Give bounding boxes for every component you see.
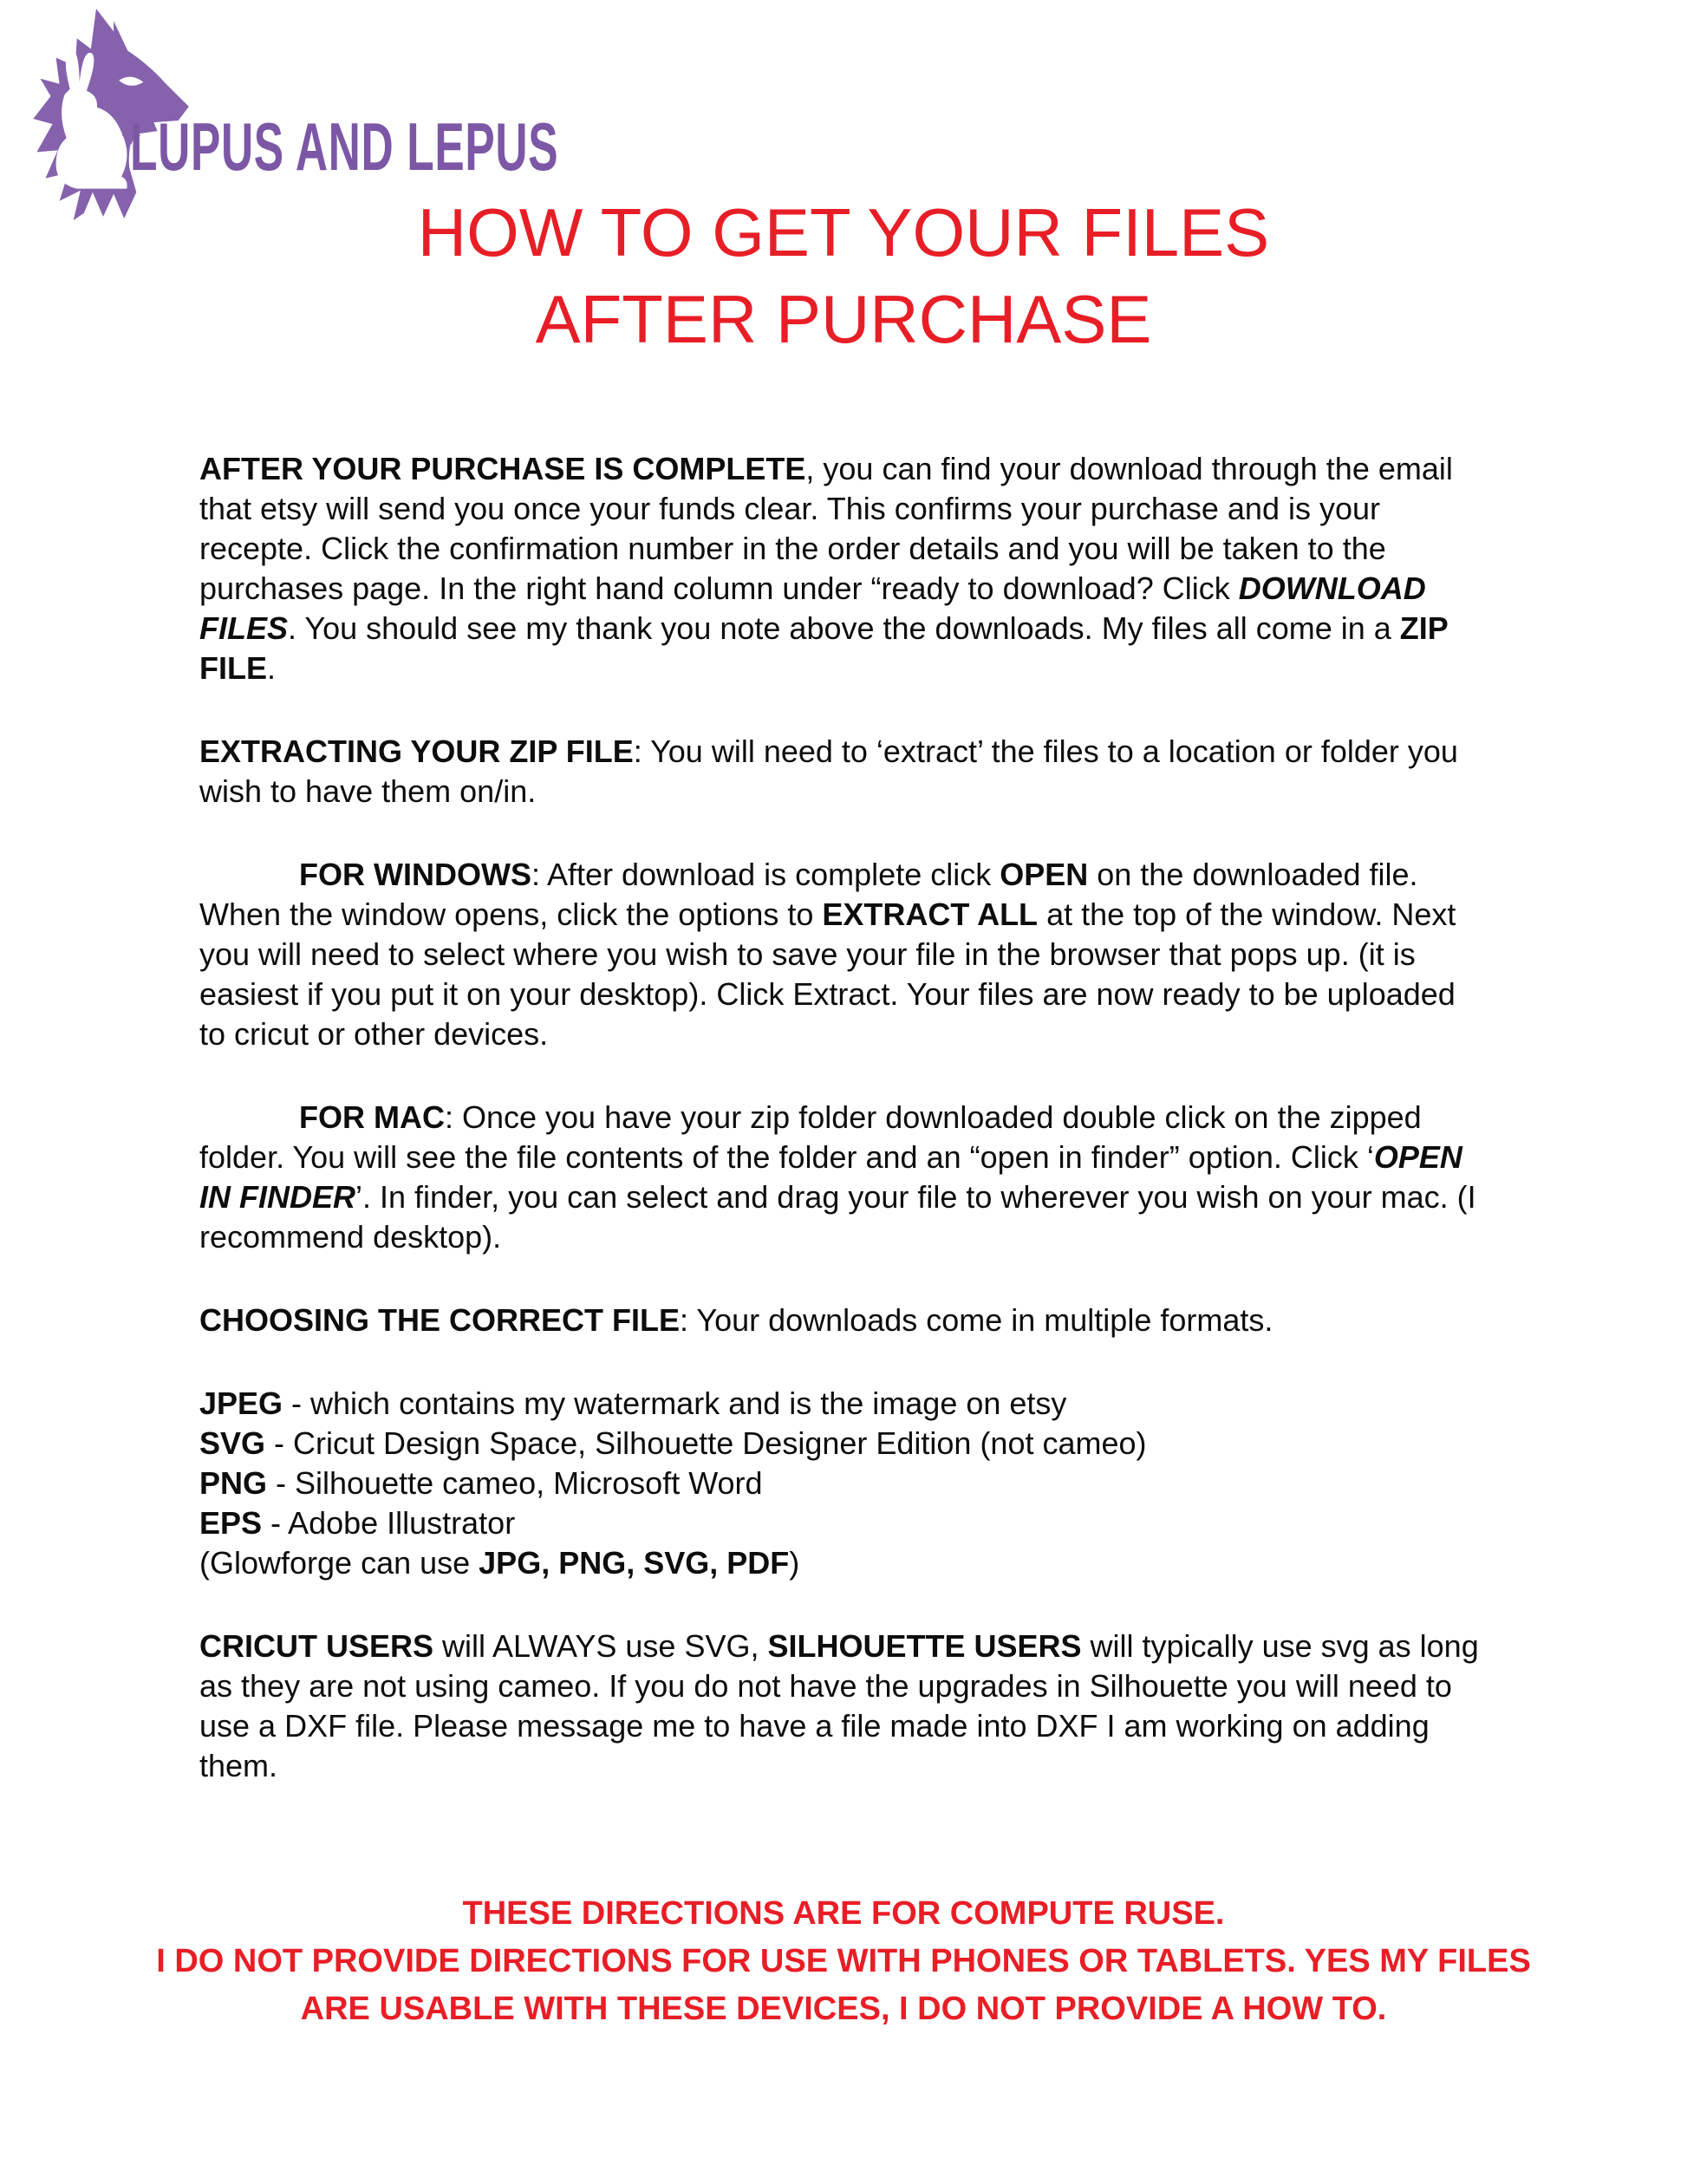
paragraph-for-windows: FOR WINDOWS: After download is complete click OPEN on the downloaded file. When the window opens, click the options to EXTRACT ALL at the top of the window. Next you will need to select where you wish to save your file in the browser that pops up. (it is easiest if you put it on your desktop). Click Extract. Your files are now ready to be uploaded to cricut or other devices.: [199, 857, 1456, 1052]
file-format-list: [199, 1384, 1488, 1583]
format-png: PNG - Silhouette cameo, Microsoft Word: [199, 1465, 763, 1501]
format-svg: SVG - Cricut Design Space, Silhouette Designer Edition (not cameo): [199, 1425, 1147, 1461]
paragraph-choosing-correct-file: CHOOSING THE CORRECT FILE: Your downloads come in multiple formats.: [199, 1302, 1273, 1338]
warning-text: [95, 1890, 1592, 2033]
format-jpeg: JPEG - which contains my watermark and is the image on etsy: [199, 1385, 1067, 1421]
paragraph-cricut-users: CRICUT USERS will ALWAYS use SVG, SILHOUETTE USERS will typically use svg as long as they are not using cameo. If you do not have the upgrades in Silhouette you will need to use a DXF file. Please message me to have a file made into DXF I am working on adding them.: [199, 1628, 1479, 1783]
page-title-line2: AFTER PURCHASE: [535, 281, 1152, 357]
paragraph-after-purchase: AFTER YOUR PURCHASE IS COMPLETE, you can find your download through the email that etsy will send you once your funds clear. This confirms your purchase and is your recepte. Click the confirmation number in the order details and you will be taken to the purchases page. In the right hand column under “ready to download? Click DOWNLOAD FILES. You should see my thank you note above the downloads. My files all come in a ZIP FILE.: [199, 451, 1453, 686]
format-glowforge-note: (Glowforge can use JPG, PNG, SVG, PDF): [199, 1545, 800, 1581]
warning-line-2: I DO NOT PROVIDE DIRECTIONS FOR USE WITH PHONES OR TABLETS. YES MY FILES: [156, 1943, 1531, 1979]
warning-line-1: THESE DIRECTIONS ARE FOR COMPUTE RUSE.: [462, 1895, 1225, 1932]
logo: [12, 5, 559, 231]
page-title-line1: HOW TO GET YOUR FILES: [417, 194, 1270, 271]
warning-line-3: ARE USABLE WITH THESE DEVICES, I DO NOT PROVIDE A HOW TO.: [300, 1991, 1387, 2027]
paragraph-for-mac: FOR MAC: Once you have your zip folder downloaded double click on the zipped folder. You will see the file contents of the folder and an “open in finder” option. Click ‘OPEN IN FINDER’. In finder, you can select and drag your file to wherever you wish on your mac. (I recommend desktop).: [199, 1099, 1476, 1255]
paragraph-extracting-zip-file: EXTRACTING YOUR ZIP FILE: You will need to ‘extract’ the files to a location or folder you wish to have them on/in.: [199, 733, 1458, 809]
instructions-body: [199, 449, 1488, 1786]
brand-name: LUPUS AND LEPUS: [130, 108, 559, 185]
format-eps: EPS - Adobe Illustrator: [199, 1505, 516, 1541]
